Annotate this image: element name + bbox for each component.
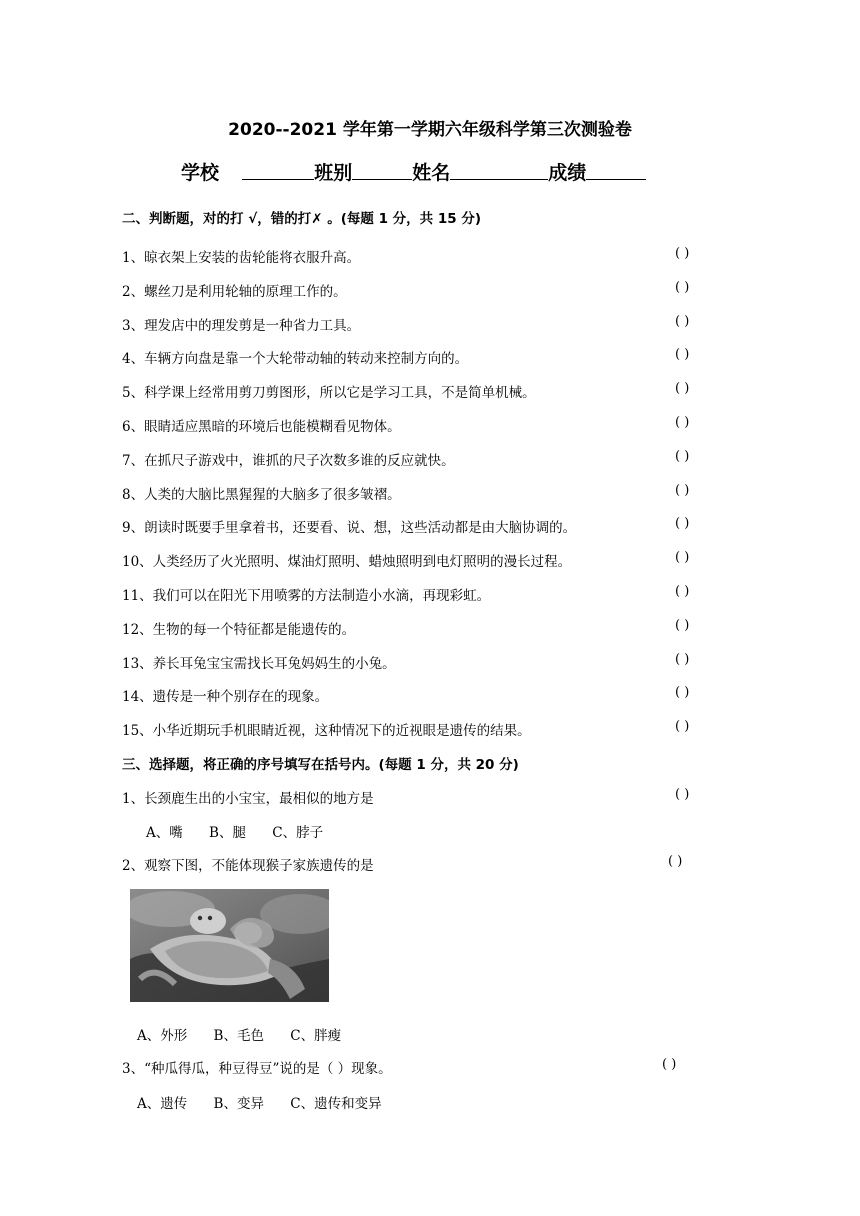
answer-parentheses[interactable]: ( ) xyxy=(675,381,690,396)
judge-question: 3、理发店中的理发剪是一种省力工具。 xyxy=(122,318,361,334)
choice-option: C、胖瘦 xyxy=(290,1028,342,1044)
answer-parentheses[interactable]: ( ) xyxy=(662,1057,677,1072)
school-label: 学校 xyxy=(181,162,220,184)
answer-parentheses[interactable]: ( ) xyxy=(675,584,690,599)
answer-parentheses[interactable]: ( ) xyxy=(675,550,690,565)
answer-parentheses[interactable]: ( ) xyxy=(675,314,690,329)
choice-option: A、嘴 xyxy=(146,825,183,841)
answer-parentheses[interactable]: ( ) xyxy=(668,854,683,869)
student-info-line xyxy=(181,158,646,185)
answer-parentheses[interactable]: ( ) xyxy=(675,449,690,464)
choice-option: B、毛色 xyxy=(213,1028,264,1044)
monkey-family-photo xyxy=(130,889,329,1002)
score-label: 成绩 xyxy=(548,162,587,184)
answer-parentheses[interactable]: ( ) xyxy=(675,618,690,633)
judge-question: 6、眼睛适应黑暗的环境后也能模糊看见物体。 xyxy=(122,419,401,435)
judge-question: 9、朗读时既要手里拿着书，还要看、说、想，这些活动都是由大脑协调的。 xyxy=(122,520,577,536)
answer-parentheses[interactable]: ( ) xyxy=(675,787,690,802)
judge-question: 4、车辆方向盘是靠一个大轮带动轴的转动来控制方向的。 xyxy=(122,351,469,367)
answer-parentheses[interactable]: ( ) xyxy=(675,652,690,667)
choice-option: C、遗传和变异 xyxy=(290,1096,382,1112)
choice-options xyxy=(137,1024,363,1044)
choice-options xyxy=(137,1092,404,1112)
choice-question: 1、长颈鹿生出的小宝宝，最相似的地方是 xyxy=(122,791,374,807)
choice-question: 2、观察下图，不能体现猴子家族遗传的是 xyxy=(122,858,374,874)
judge-question: 11、我们可以在阳光下用喷雾的方法制造小水滴，再现彩虹。 xyxy=(122,588,491,604)
choice-option: A、外形 xyxy=(137,1028,188,1044)
answer-parentheses[interactable]: ( ) xyxy=(675,719,690,734)
class-label: 班别 xyxy=(314,162,353,184)
judge-section-heading: 二、判断题，对的打 √，错的打✗ 。(每题 1 分，共 15 分) xyxy=(122,211,482,227)
judge-question: 14、遗传是一种个别存在的现象。 xyxy=(122,689,329,705)
answer-parentheses[interactable]: ( ) xyxy=(675,415,690,430)
judge-question: 15、小华近期玩手机眼睛近视，这种情况下的近视眼是遗传的结果。 xyxy=(122,723,531,739)
choice-section-heading: 三、选择题，将正确的序号填写在括号内。(每题 1 分，共 20 分) xyxy=(122,757,519,773)
answer-parentheses[interactable]: ( ) xyxy=(675,685,690,700)
judge-question: 2、螺丝刀是利用轮轴的原理工作的。 xyxy=(122,284,347,300)
name-label: 姓名 xyxy=(412,162,451,184)
choice-option: A、遗传 xyxy=(137,1096,188,1112)
choice-option: C、脖子 xyxy=(272,825,324,841)
class-blank[interactable] xyxy=(352,161,412,180)
answer-parentheses[interactable]: ( ) xyxy=(675,280,690,295)
answer-parentheses[interactable]: ( ) xyxy=(675,347,690,362)
answer-parentheses[interactable]: ( ) xyxy=(675,483,690,498)
school-blank[interactable] xyxy=(242,161,314,180)
choice-options xyxy=(146,821,345,841)
name-blank[interactable] xyxy=(450,161,548,180)
judge-question: 1、晾衣架上安装的齿轮能将衣服升高。 xyxy=(122,250,361,266)
exam-title: 2020--2021 学年第一学期六年级科学第三次测验卷 xyxy=(228,120,632,140)
choice-question: 3、“种瓜得瓜，种豆得豆”说的是（ ）现象。 xyxy=(122,1061,392,1077)
judge-question: 8、人类的大脑比黑猩猩的大脑多了很多皱褶。 xyxy=(122,487,401,503)
answer-parentheses[interactable]: ( ) xyxy=(675,246,690,261)
judge-question: 12、生物的每一个特征都是能遗传的。 xyxy=(122,622,356,638)
judge-question: 13、养长耳兔宝宝需找长耳兔妈妈生的小兔。 xyxy=(122,656,396,672)
score-blank[interactable] xyxy=(586,161,646,180)
choice-option: B、变异 xyxy=(213,1096,264,1112)
judge-question: 7、在抓尺子游戏中，谁抓的尺子次数多谁的反应就快。 xyxy=(122,453,455,469)
answer-parentheses[interactable]: ( ) xyxy=(675,516,690,531)
judge-question: 10、人类经历了火光照明、煤油灯照明、蜡烛照明到电灯照明的漫长过程。 xyxy=(122,554,572,570)
choice-option: B、腿 xyxy=(209,825,246,841)
judge-question: 5、科学课上经常用剪刀剪图形，所以它是学习工具，不是简单机械。 xyxy=(122,385,536,401)
